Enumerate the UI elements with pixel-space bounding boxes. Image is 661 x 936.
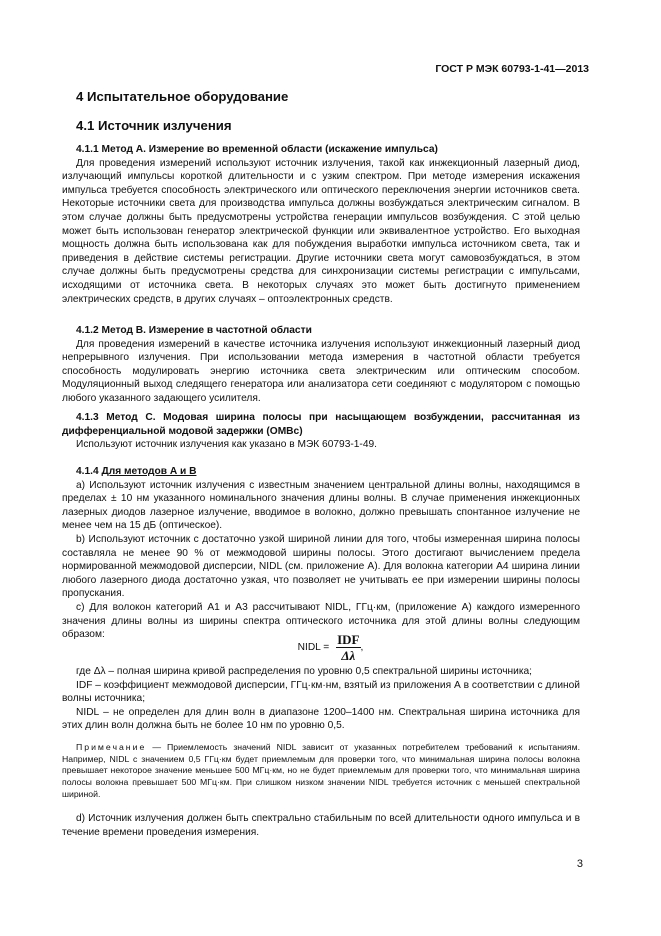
methods-ab-block bbox=[62, 465, 580, 642]
method-a-heading: 4.1.1 Метод А. Измерение во временной области (искажение импульса) bbox=[76, 144, 438, 155]
document-code: ГОСТ Р МЭК 60793-1-41—2013 bbox=[435, 63, 589, 75]
formula-fraction bbox=[336, 632, 360, 663]
method-b-heading: 4.1.2 Метод В. Измерение в частотной области bbox=[76, 325, 312, 336]
note-paragraph bbox=[62, 742, 580, 801]
method-c-heading: 4.1.3 Метод С. Модовая ширина полосы при насыщающем возбуждении, рассчитанная из дифференциальной модовой задержки (OMBc) bbox=[62, 412, 580, 437]
note-block bbox=[62, 742, 580, 801]
page-number: 3 bbox=[576, 858, 583, 870]
formula-lhs: NIDL = bbox=[297, 642, 330, 654]
item-d: d) Источник излучения должен быть спектрально стабильным по всей длительности одного импульса и в течение времени проведения измерения. bbox=[62, 813, 580, 838]
note-text: — Приемлемость значений NIDL зависит от указанных потребителем требований к испытаниям. Например, NIDL с значением 0,5 ГГц·км будет приемлемым для проверки того, что минимальная ширина полосы волокна превышает некоторое значение меньшее 500 МГц·км, но не будет приемлемым для проверки того, что минимальная ширина полосы волокна превышает 500 МГц·км. При слишком низком значении NIDL требуется источник с меньшей спектральной шириной. bbox=[62, 742, 580, 799]
item-b: b) Используют источник с достаточно узкой шириной линии для того, чтобы измеренная ширина полосы составляла не менее 90 % от межмодовой ширины полосы. Этого достигают вычислением предела нормированной межмодовой дисперсии, NIDL (см. приложение А). Для волокна категории А4 ширина линии любого лазерного диода достаточно узкая, что позволяет не учитывать ее при измерении ширины полосы пропускания. bbox=[62, 533, 580, 600]
nidl-formula bbox=[0, 632, 661, 663]
where-nidl: NIDL – не определен для длин волн в диапазоне 1200–1400 нм. Спектральная ширина источника для этих длин волн должна быть не более 10 нм по уровню 0,5. bbox=[62, 706, 580, 732]
item-c: c) Для волокон категорий А1 и А3 рассчитывают NIDL, ГГц·км, (приложение А) каждого измеренного значения длины волны из ширины спектра оптического источника для этой длины волны следующим образом: bbox=[62, 601, 580, 641]
item-a: а) Используют источник излучения с известным значением центральной длины волны, находящимся в пределах ± 10 нм указанного номинального значения длины волны. В случае применения инжекционных лазерных диодов лазерное излучение, вводимое в волокно, должно превышать спонтанное излучение не менее чем на 15 дБ (оптическое). bbox=[62, 479, 580, 532]
method-a-block bbox=[62, 143, 580, 306]
where-delta-lambda: где Δλ – полная ширина кривой распределения по уровню 0,5 спектральной ширины источника; bbox=[76, 666, 533, 677]
formula-denominator: Δλ bbox=[341, 648, 356, 663]
where-block bbox=[62, 665, 580, 733]
subsection-title: 4.1 Источник излучения bbox=[76, 118, 232, 133]
methods-ab-heading-text: Для методов А и В bbox=[101, 466, 197, 477]
method-c-body: Используют источник излучения как указано в МЭК 60793-1-49. bbox=[76, 439, 377, 451]
formula-numerator: IDF bbox=[337, 632, 360, 647]
method-b-body: Для проведения измерений в качестве источника излучения используют инжекционный лазерный диод непрерывного излучения. При использовании метода измерения в частотной области требуется способность модулировать энергию источника света электрическим или оптическим способом. Модуляционный выход следящего генератора или анализатора сети соединяют с модулятором с помощью любого указанного задающего усилителя. bbox=[62, 338, 580, 404]
section-title: 4 Испытательное оборудование bbox=[76, 89, 289, 104]
method-b-block bbox=[62, 324, 580, 406]
where-idf: IDF – коэффициент межмодовой дисперсии, ГГц·км·нм, взятый из приложения А в соответствии с длиной волны источника; bbox=[62, 679, 580, 705]
methods-ab-heading-number: 4.1.4 bbox=[76, 466, 99, 477]
formula-tail: , bbox=[360, 642, 364, 654]
note-label: Примечание bbox=[76, 742, 147, 752]
method-a-body: Для проведения измерений используют источник излучения, такой как инжекционный лазерный диод, излучающий импульсы короткой длительности и с узким спектром. При методе измерения искажения импульса требуется способность электрического или оптического переключения энергии источников света. Некоторые источники света для производства импульса должны возбуждаться электрическим сигналом. В этом случае должны быть предусмотрены устройства генерации импульсов возбуждения. С этой целью может быть использован генератор электрической функции или эквивалентное устройство. Его выходная мощность должна быть использована как для побуждения выработки импульса источником света, так и приведения в действие системы регистрации. Другие источники света могут самовозбуждаться, в этом случае должны быть предусмотрены средства для синхронизации системы регистрации с импульсами, исходящими от источника света. В некоторых случаях это может быть достигнуто применением электрических средств, в других случаях – оптоэлектронных средств. bbox=[62, 157, 580, 305]
method-c-block bbox=[62, 411, 580, 452]
methods-ab-heading bbox=[62, 465, 580, 479]
item-d-block bbox=[62, 812, 580, 839]
